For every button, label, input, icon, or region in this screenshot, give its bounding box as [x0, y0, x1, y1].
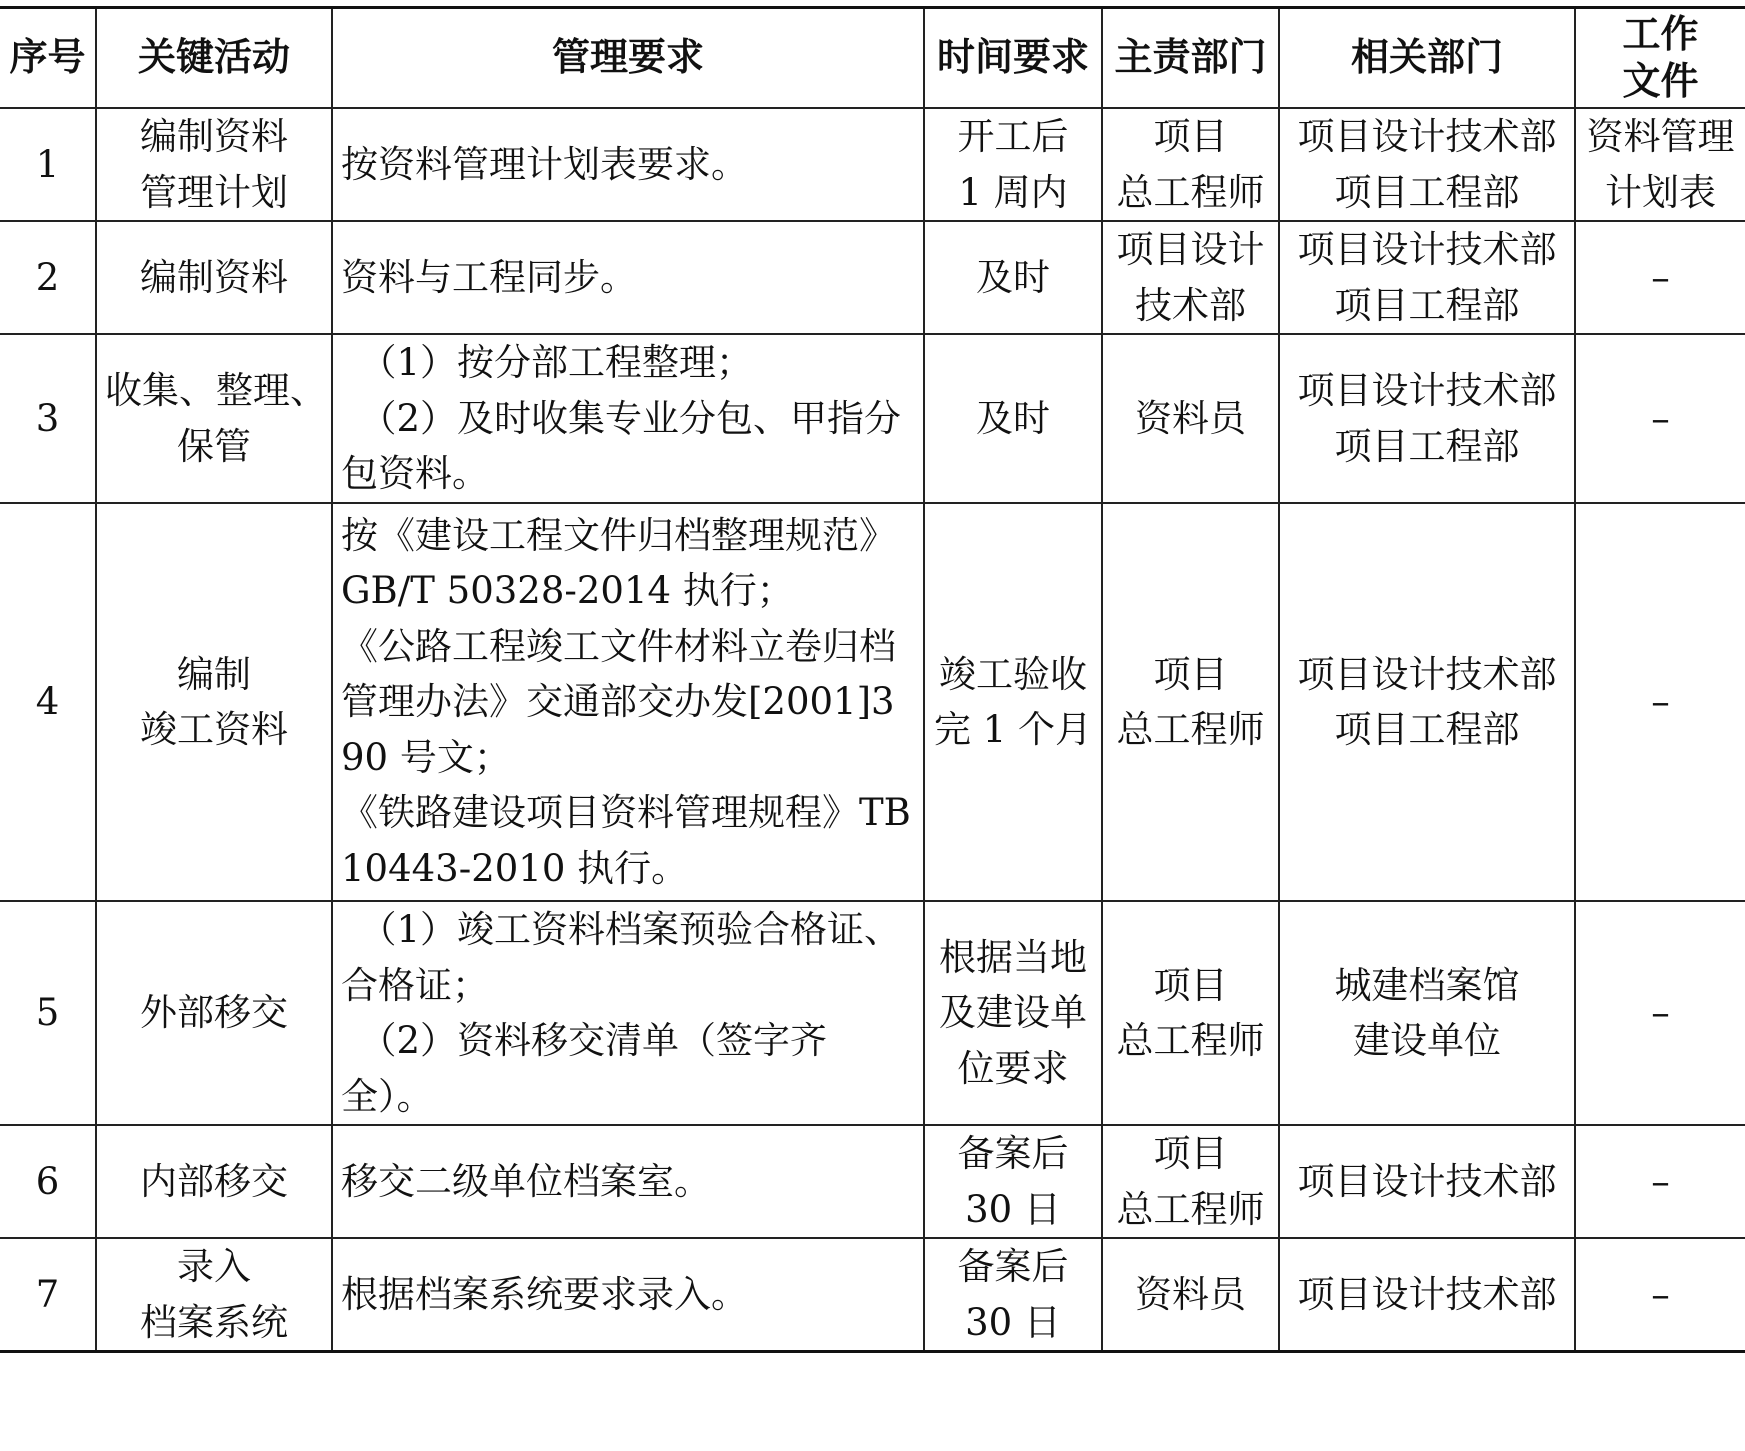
table-row	[0, 334, 1745, 503]
row-lead-dept	[1102, 1238, 1279, 1352]
row-time-requirement-line: 备案后	[957, 1132, 1069, 1175]
header-lead-dept: 主责部门	[1102, 8, 1279, 109]
row-requirement-line: 按《建设工程文件归档整理规范》GB/T 50328-2014 执行；	[341, 513, 896, 613]
row-work-file	[1575, 334, 1745, 503]
row-related-dept	[1279, 1238, 1575, 1352]
row-requirement-line: （1）竣工资料档案预验合格证、合格证；	[341, 908, 902, 1007]
row-lead-dept-line: 项目	[1153, 115, 1228, 158]
row-related-dept-line: 项目工程部	[1334, 708, 1520, 751]
row-activity-line: 收集、整理、	[105, 369, 327, 412]
table-row	[0, 221, 1745, 334]
row-related-dept-line: 项目工程部	[1334, 170, 1520, 214]
activity-table	[0, 6, 1745, 1353]
row-time-requirement-line: 30 日	[965, 1187, 1061, 1231]
row-number: 1	[0, 108, 96, 221]
row-time-requirement-line: 及时	[976, 396, 1050, 440]
row-number: 2	[0, 221, 96, 334]
row-requirement	[332, 221, 924, 334]
row-related-dept-line: 项目设计技术部	[1297, 1159, 1557, 1203]
row-activity	[96, 1238, 332, 1352]
row-requirement	[332, 901, 924, 1125]
row-time-requirement-line: 完 1 个月	[933, 708, 1093, 751]
row-work-file	[1575, 503, 1745, 901]
row-related-dept-line: 项目设计技术部	[1297, 369, 1557, 412]
row-related-dept-line: 项目工程部	[1334, 424, 1520, 468]
row-related-dept-line: 项目设计技术部	[1297, 228, 1557, 271]
row-requirement-line: 资料与工程同步。	[341, 255, 637, 299]
row-related-dept	[1279, 1125, 1575, 1238]
row-work-file	[1575, 1238, 1745, 1352]
row-work-file	[1575, 901, 1745, 1125]
header-related-dept: 相关部门	[1279, 8, 1575, 109]
row-time-requirement	[924, 1125, 1102, 1238]
header-activity: 关键活动	[96, 8, 332, 109]
row-activity-line: 录入	[177, 1245, 251, 1288]
row-activity-line: 管理计划	[140, 170, 288, 214]
row-lead-dept-line: 资料员	[1135, 1272, 1246, 1316]
row-requirement	[332, 108, 924, 221]
row-requirement-line: 移交二级单位档案室。	[341, 1159, 711, 1203]
row-lead-dept-line: 技术部	[1135, 283, 1246, 327]
row-activity-line: 档案系统	[140, 1300, 288, 1344]
row-lead-dept-line: 项目	[1153, 652, 1228, 696]
row-related-dept-line: 项目设计技术部	[1297, 115, 1557, 158]
row-lead-dept	[1102, 901, 1279, 1125]
row-time-requirement-line: 及建设单	[939, 991, 1087, 1035]
table-row	[0, 1238, 1745, 1352]
row-lead-dept-line: 资料员	[1135, 396, 1246, 440]
row-related-dept	[1279, 334, 1575, 503]
row-requirement-line: 根据档案系统要求录入。	[341, 1272, 748, 1316]
row-related-dept	[1279, 221, 1575, 334]
row-activity	[96, 1125, 332, 1238]
row-requirement	[332, 334, 924, 503]
row-activity-line: 编制资料	[140, 115, 288, 158]
header-work-file-line: 工作	[1622, 11, 1699, 56]
row-time-requirement-line: 1 周内	[958, 170, 1068, 214]
row-requirement	[332, 1125, 924, 1238]
row-work-file-line: –	[1651, 991, 1670, 1035]
row-activity	[96, 901, 332, 1125]
row-work-file-line: –	[1651, 255, 1670, 299]
header-work-file	[1575, 8, 1745, 109]
table-row	[0, 503, 1745, 901]
row-requirement-line: （2）资料移交清单（签字齐全）。	[341, 1019, 828, 1118]
row-requirement-line: 按资料管理计划表要求。	[341, 142, 748, 186]
row-time-requirement-line: 及时	[976, 255, 1050, 299]
row-time-requirement-line: 竣工验收	[939, 652, 1087, 696]
row-time-requirement	[924, 901, 1102, 1125]
row-activity-line: 编制	[177, 652, 251, 696]
row-time-requirement	[924, 1238, 1102, 1352]
table-row	[0, 1125, 1745, 1238]
row-activity-line: 竣工资料	[140, 708, 288, 751]
row-activity-line: 内部移交	[140, 1159, 288, 1203]
row-lead-dept-line: 总工程师	[1116, 708, 1265, 751]
row-number: 5	[0, 901, 96, 1125]
row-work-file-line: –	[1651, 1159, 1670, 1203]
row-time-requirement-line: 根据当地	[939, 935, 1087, 979]
row-lead-dept-line: 总工程师	[1116, 170, 1265, 214]
row-number: 3	[0, 334, 96, 503]
row-lead-dept-line: 总工程师	[1116, 1019, 1265, 1062]
row-work-file	[1575, 1125, 1745, 1238]
row-activity-line: 保管	[177, 424, 251, 468]
row-work-file	[1575, 221, 1745, 334]
row-time-requirement-line: 开工后	[957, 115, 1069, 158]
row-time-requirement	[924, 503, 1102, 901]
row-work-file-line: 计划表	[1605, 170, 1716, 214]
row-requirement-line: （2）及时收集专业分包、甲指分包资料。	[341, 396, 902, 496]
row-time-requirement	[924, 334, 1102, 503]
row-time-requirement-line: 30 日	[965, 1300, 1061, 1344]
row-lead-dept-line: 项目设计	[1116, 228, 1265, 271]
row-related-dept-line: 项目工程部	[1334, 283, 1520, 327]
row-lead-dept	[1102, 221, 1279, 334]
table-row	[0, 108, 1745, 221]
table-row	[0, 901, 1745, 1125]
row-activity	[96, 108, 332, 221]
row-activity-line: 外部移交	[140, 991, 288, 1035]
row-work-file-line: –	[1651, 1272, 1670, 1316]
row-lead-dept-line: 项目	[1153, 963, 1228, 1007]
row-requirement-line: 《铁路建设项目资料管理规程》TB 10443-2010 执行。	[341, 791, 911, 890]
row-activity-line: 编制资料	[140, 255, 288, 299]
row-related-dept	[1279, 108, 1575, 221]
row-related-dept	[1279, 901, 1575, 1125]
header-time: 时间要求	[924, 8, 1102, 109]
row-work-file-line: –	[1651, 396, 1670, 440]
row-related-dept	[1279, 503, 1575, 901]
row-time-requirement	[924, 221, 1102, 334]
row-time-requirement	[924, 108, 1102, 221]
row-requirement	[332, 503, 924, 901]
row-number: 6	[0, 1125, 96, 1238]
row-work-file-line: –	[1651, 680, 1670, 724]
row-lead-dept-line: 项目	[1153, 1132, 1228, 1175]
row-work-file	[1575, 108, 1745, 221]
row-related-dept-line: 项目设计技术部	[1297, 1272, 1557, 1316]
row-related-dept-line: 建设单位	[1353, 1019, 1501, 1062]
row-work-file-line: 资料管理	[1586, 115, 1735, 158]
row-lead-dept-line: 总工程师	[1116, 1187, 1265, 1231]
row-time-requirement-line: 备案后	[957, 1245, 1069, 1288]
row-requirement-line: （1）按分部工程整理；	[359, 341, 754, 385]
row-requirement-line: 《公路工程竣工文件材料立卷归档管理办法》交通部交办发[2001]390 号文；	[341, 624, 896, 779]
header-requirement: 管理要求	[332, 8, 924, 109]
header-row	[0, 8, 1745, 109]
row-activity	[96, 221, 332, 334]
row-time-requirement-line: 位要求	[957, 1046, 1069, 1090]
row-related-dept-line: 项目设计技术部	[1297, 652, 1557, 696]
header-no: 序号	[0, 8, 96, 109]
row-activity	[96, 503, 332, 901]
header-work-file-line: 文件	[1622, 59, 1699, 103]
row-lead-dept	[1102, 503, 1279, 901]
row-number: 7	[0, 1238, 96, 1352]
row-related-dept-line: 城建档案馆	[1334, 963, 1520, 1007]
row-requirement	[332, 1238, 924, 1352]
row-activity	[96, 334, 332, 503]
row-lead-dept	[1102, 1125, 1279, 1238]
row-lead-dept	[1102, 334, 1279, 503]
row-lead-dept	[1102, 108, 1279, 221]
row-number: 4	[0, 503, 96, 901]
